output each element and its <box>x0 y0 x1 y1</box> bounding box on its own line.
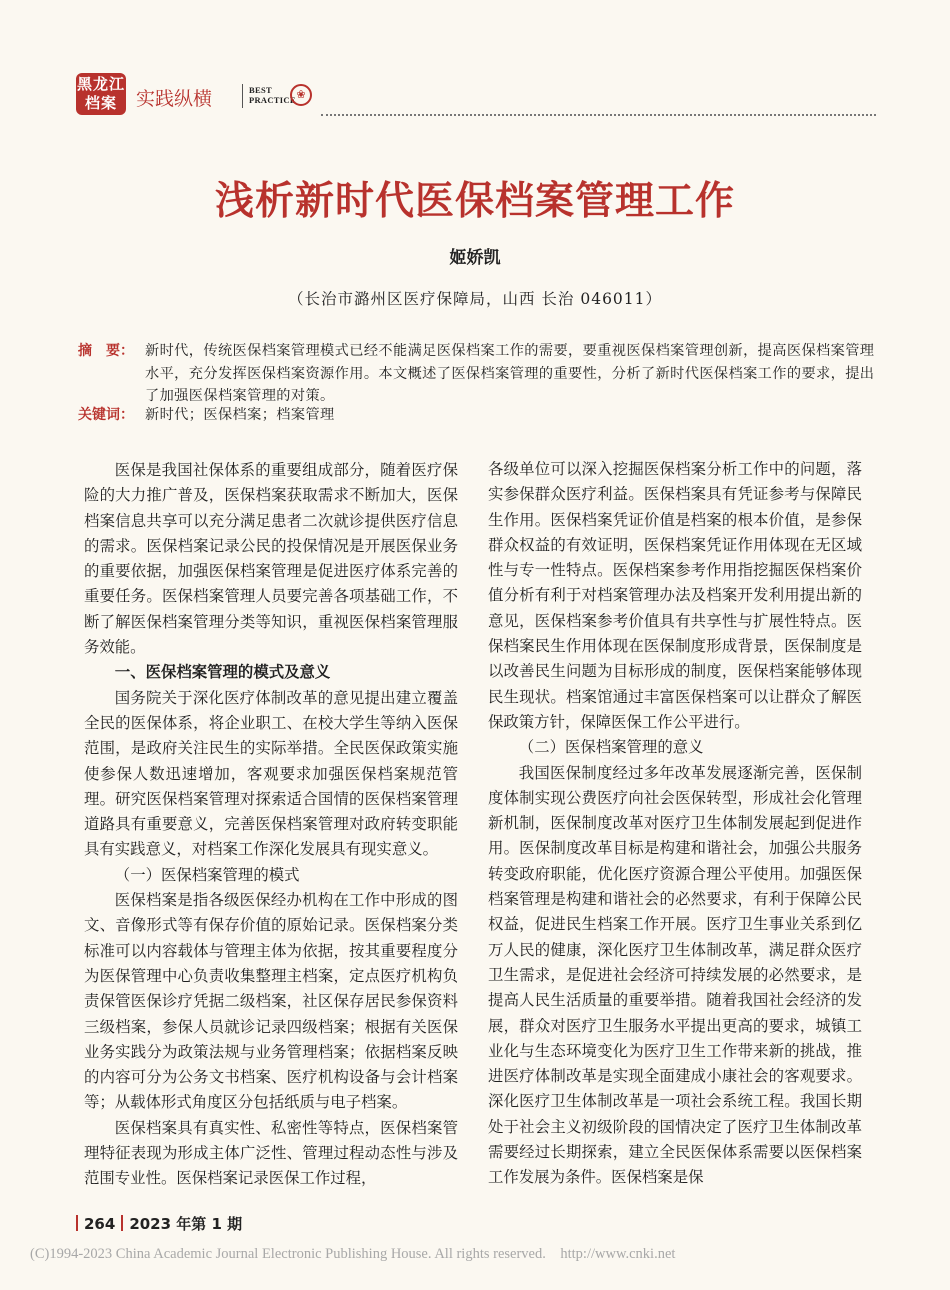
footer-bar <box>76 1215 78 1231</box>
paragraph: 医保是我国社保体系的重要组成部分，随着医疗保险的大力推广普及，医保档案获取需求不断加大，医保档案信息共享可以充分满足患者二次就诊提供医疗信息的需求。医保档案记录公民的投保情况是开展医保业务的重要依据，加强医保档案管理是促进医疗体系完善的重要任务。医保档案管理人员要完善各项基础工作，不断了解医保档案管理分类等知识，重视医保档案管理服务效能。 <box>84 461 458 657</box>
page-footer <box>76 1213 242 1234</box>
paragraph: 国务院关于深化医疗体制改革的意见提出建立覆盖全民的医保体系，将企业职工、在校大学生等纳入医保范围，是政府关注民生的实际举措。全民医保政策实施使参保人数迅速增加，客观要求加强医保档案规范管理。研究医保档案管理对探索适合国情的医保档案管理道路具有重要意义，完善医保档案管理对政府转变职能具有实践意义，对档案工作深化发展具有现实意义。 <box>84 688 458 859</box>
header-rule <box>321 114 876 116</box>
footer-bar <box>121 1215 123 1231</box>
keywords-text: 新时代；医保档案；档案管理 <box>145 407 335 423</box>
emblem-icon: ❀ <box>290 84 312 106</box>
issue-label: 2023 年第 1 期 <box>129 1215 243 1233</box>
best-practice-label <box>249 85 296 105</box>
author-name: 姬娇凯 <box>449 248 501 268</box>
best-line1: BEST <box>249 85 272 95</box>
affiliation: （长治市潞州区医疗保障局，山西 长治 046011） <box>287 290 663 308</box>
paragraph: 医保档案是指各级医保经办机构在工作中形成的图文、音像形式等有保存价值的原始记录。医保档案分类标准可以内容载体与管理主体为依据，按其重要程度分为医保管理中心负责收集整理主档案，定点医疗机构负责保管医保诊疗凭据二级档案，社区保存居民参保资料三级档案，参保人员就诊记录四级档案；根据有关医保业务实践分为政策法规与业务管理档案；依据档案反映的内容可分为公务文书档案、医疗机构设备与会计档案等；从载体形式角度区分包括纸质与电子档案。 <box>84 891 458 1112</box>
left-column <box>84 458 458 1192</box>
copyright-notice: (C)1994-2023 China Academic Journal Electronic Publishing House. All rights reserved. http://www.cnki.net <box>30 1246 676 1262</box>
subsection-heading: （二）医保档案管理的意义 <box>518 738 704 757</box>
abstract-text: 新时代，传统医保档案管理模式已经不能满足医保档案工作的需要，要重视医保档案管理创新，提高医保档案管理水平，充分发挥医保档案资源作用。本文概述了医保档案管理的重要性，分析了新时代医保档案工作的要求，提出了加强医保档案管理的对策。 <box>145 343 875 404</box>
paragraph: 医保档案具有真实性、私密性等特点，医保档案管理特征表现为形成主体广泛性、管理过程动态性与涉及范围专业性。医保档案记录医保工作过程， <box>84 1118 458 1188</box>
section-label: 实践纵横 <box>136 88 213 110</box>
right-column <box>488 457 862 1191</box>
article-title: 浅析新时代医保档案管理工作 <box>214 178 735 224</box>
paragraph: 各级单位可以深入挖掘医保档案分析工作中的问题，落实参保群众医疗利益。医保档案具有凭证参考与保障民生作用。医保档案凭证价值是档案的根本价值，是参保群众权益的有效证明，医保档案凭证作用体现在无区域性与专一性特点。医保档案参考作用指挖掘医保档案价值分析有利于对档案管理办法及档案开发利用提出新的意见，医保档案参考价值具有共享性与扩展性特点。医保档案民生作用体现在医保制度形成背景，医保制度是以改善民生问题为目标形成的制度，医保档案能够体现民生现状。档案馆通过丰富医保档案可以让群众了解医保政策方针，保障医保工作公平进行。 <box>488 460 862 731</box>
section-heading: 一、医保档案管理的模式及意义 <box>114 663 331 682</box>
header-divider <box>242 84 243 108</box>
page-header <box>76 70 876 120</box>
keywords <box>78 404 876 426</box>
subsection-heading: （一）医保档案管理的模式 <box>114 865 300 884</box>
abstract <box>78 340 876 408</box>
page-number: 264 <box>84 1215 116 1233</box>
paragraph: 我国医保制度经过多年改革发展逐渐完善，医保制度体制实现公费医疗向社会医保转型，形成社会化管理新机制，医保制度改革对医疗卫生体制发展起到促进作用。医保制度改革目标是构建和谐社会，加强公共服务转变政府职能，优化医疗资源合理公平使用。加强医保档案管理是构建和谐社会的必然要求，有利于保障公民权益，促进民生档案工作开展。医疗卫生事业关系到亿万人民的健康，深化医疗卫生体制改革，满足群众医疗卫生需求，是促进社会经济可持续发展的必然要求，是提高人民生活质量的重要举措。随着我国社会经济的发展，群众对医疗卫生服务水平提出更高的要求，城镇工业化与生态环境变化为医疗卫生工作带来新的挑战，推进医疗体制改革是实现全面建成小康社会的客观要求。深化医疗卫生体制改革是一项社会系统工程。我国长期处于社会主义初级阶段的国情决定了医疗卫生体制改革需要经过长期探索，建立全民医保体系需要以医保档案工作发展为条件。医保档案是保 <box>488 763 862 1187</box>
best-line2: PRACTICE <box>249 95 296 105</box>
journal-logo: 黑龙江档案 <box>76 73 126 115</box>
abstract-label: 摘 要： <box>78 343 134 359</box>
keywords-label: 关键词： <box>78 407 134 423</box>
